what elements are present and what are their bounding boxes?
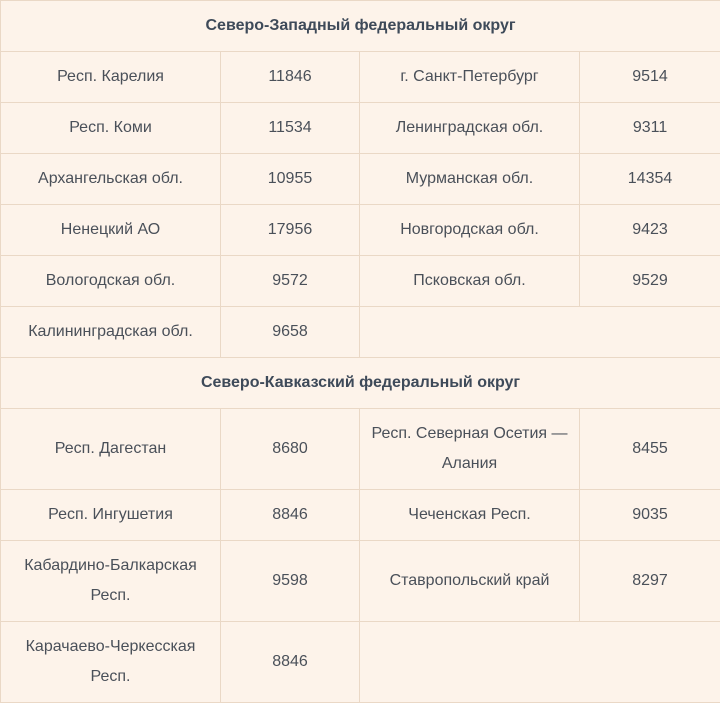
region-value: 9514 bbox=[580, 52, 720, 103]
region-value: 9311 bbox=[580, 103, 720, 154]
table-row bbox=[1, 490, 720, 541]
region-name: Архангельская обл. bbox=[1, 154, 221, 205]
region-value: 8680 bbox=[221, 409, 360, 490]
region-name: Псковская обл. bbox=[360, 256, 580, 307]
region-value: 8297 bbox=[580, 541, 720, 622]
region-name: Мурманская обл. bbox=[360, 154, 580, 205]
region-name: Респ. Ингушетия bbox=[1, 490, 221, 541]
region-name: Вологодская обл. bbox=[1, 256, 221, 307]
region-name: Калининградская обл. bbox=[1, 307, 221, 358]
table-row bbox=[1, 154, 720, 205]
region-value: 9598 bbox=[221, 541, 360, 622]
region-name: Ставропольский край bbox=[360, 541, 580, 622]
section-title: Северо-Кавказский федеральный округ bbox=[1, 358, 720, 409]
region-name: г. Санкт-Петербург bbox=[360, 52, 580, 103]
region-name: Респ. Северная Осетия — Алания bbox=[360, 409, 580, 490]
region-name: Чеченская Респ. bbox=[360, 490, 580, 541]
region-value: 11846 bbox=[221, 52, 360, 103]
region-value: 11534 bbox=[221, 103, 360, 154]
table-row bbox=[1, 256, 720, 307]
region-value: 9658 bbox=[221, 307, 360, 358]
region-name: Ненецкий АО bbox=[1, 205, 221, 256]
section-title: Северо-Западный федеральный округ bbox=[1, 1, 720, 52]
table-row bbox=[1, 409, 720, 490]
table-row bbox=[1, 307, 720, 358]
table-row bbox=[1, 52, 720, 103]
region-name: Ленинградская обл. bbox=[360, 103, 580, 154]
empty-cell bbox=[360, 307, 720, 358]
region-value: 8846 bbox=[221, 622, 360, 703]
section-header bbox=[1, 358, 720, 409]
region-name: Карачаево-Черкесская Респ. bbox=[1, 622, 221, 703]
empty-cell bbox=[360, 622, 720, 703]
region-value: 17956 bbox=[221, 205, 360, 256]
region-value: 10955 bbox=[221, 154, 360, 205]
region-name: Респ. Дагестан bbox=[1, 409, 221, 490]
region-value: 9572 bbox=[221, 256, 360, 307]
region-name: Новгородская обл. bbox=[360, 205, 580, 256]
region-name: Кабардино-Балкарская Респ. bbox=[1, 541, 221, 622]
region-name: Респ. Карелия bbox=[1, 52, 221, 103]
region-value: 8846 bbox=[221, 490, 360, 541]
region-value: 9423 bbox=[580, 205, 720, 256]
region-name: Респ. Коми bbox=[1, 103, 221, 154]
region-value: 14354 bbox=[580, 154, 720, 205]
region-value: 9035 bbox=[580, 490, 720, 541]
table-row bbox=[1, 205, 720, 256]
table-row bbox=[1, 622, 720, 703]
region-value: 8455 bbox=[580, 409, 720, 490]
section-header bbox=[1, 1, 720, 52]
table-row bbox=[1, 541, 720, 622]
region-value: 9529 bbox=[580, 256, 720, 307]
table-row bbox=[1, 103, 720, 154]
